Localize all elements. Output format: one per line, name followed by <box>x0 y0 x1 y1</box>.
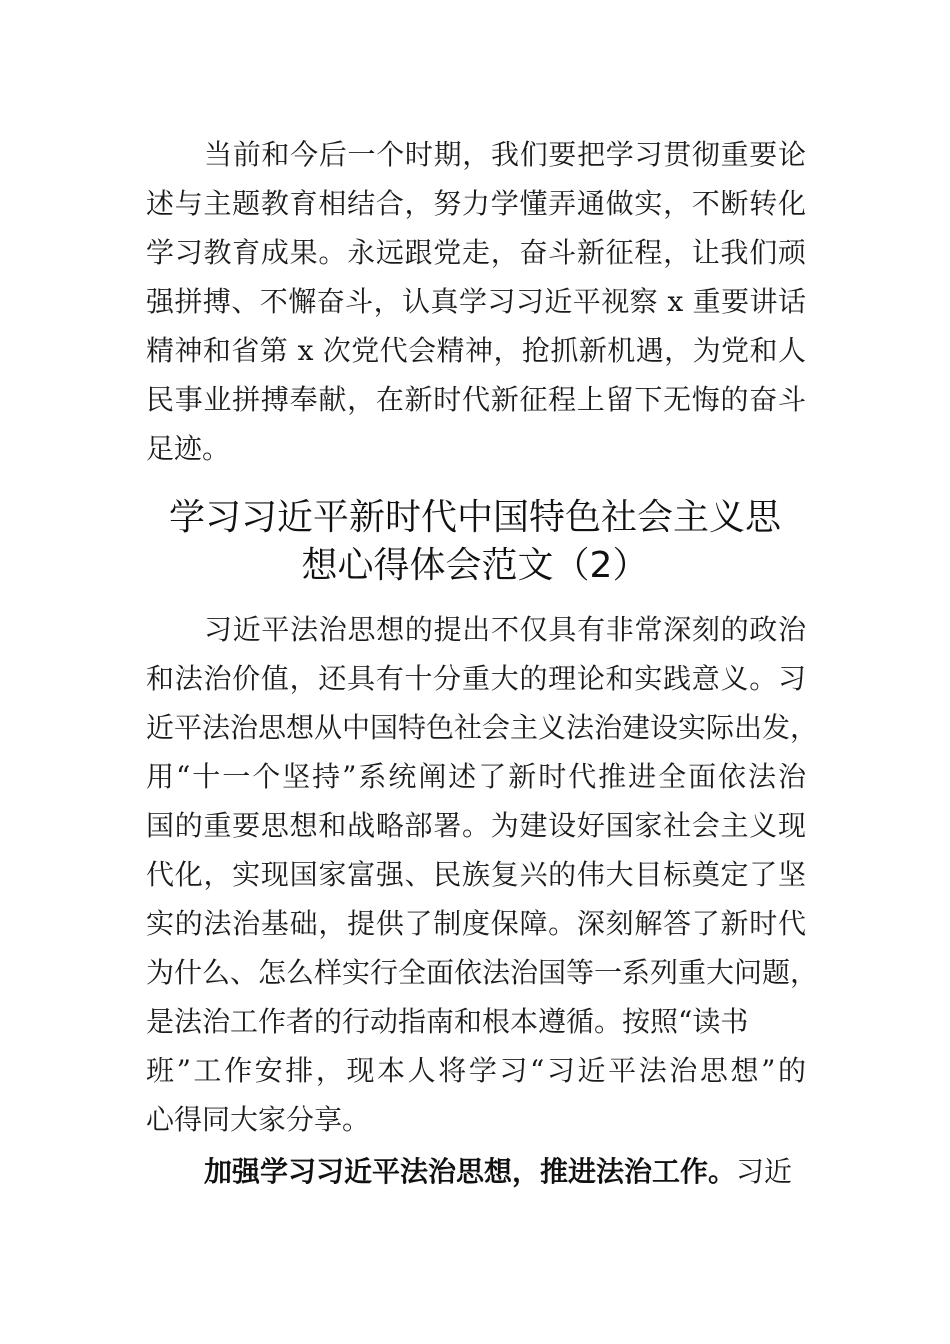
paragraph1-line-3: 学习教育成果。永远跟党走，奋斗新征程，让我们顽 <box>146 236 806 269</box>
paragraph1-line-7: 足迹。 <box>146 432 231 465</box>
paragraph2-line-3: 近平法治思想从中国特色社会主义法治建设实际出发， <box>146 711 819 744</box>
paragraph1-line-4: 强拼搏、不懈奋斗，认真学习习近平视察 x 重要讲话 <box>146 285 806 318</box>
paragraph1-line-1: 当前和今后一个时期，我们要把学习贯彻重要论 <box>204 138 806 171</box>
paragraph1-line-6: 民事业拼搏奉献，在新时代新征程上留下无悔的奋斗 <box>146 383 806 416</box>
paragraph2-line-4: 用“十一个坚持”系统阐述了新时代推进全面依法治 <box>146 760 806 793</box>
paragraph2-line-6: 代化，实现国家富强、民族复兴的伟大目标奠定了坚 <box>146 858 806 891</box>
paragraph2-line-10: 班”工作安排，现本人将学习“习近平法治思想”的 <box>146 1054 806 1087</box>
paragraph2-line-1: 习近平法治思想的提出不仅具有非常深刻的政治 <box>204 613 806 646</box>
paragraph2-line-2: 和法治价值，还具有十分重大的理论和实践意义。习 <box>146 662 806 695</box>
paragraph2-line-11: 心得同大家分享。 <box>146 1103 371 1136</box>
paragraph2-line-8: 为什么、怎么样实行全面依法治国等一系列重大问题， <box>146 956 819 989</box>
section-title-line-2: 想心得体会范文（2） <box>301 545 649 586</box>
paragraph1-line-5: 精神和省第 x 次党代会精神，抢抓新机遇，为党和人 <box>146 334 806 367</box>
paragraph3-line-1 <box>204 1148 806 1196</box>
paragraph3-text: 习近 <box>736 1155 793 1188</box>
paragraph3-bold-lead: 加强学习习近平法治思想，推进法治工作。 <box>204 1155 737 1188</box>
paragraph2-line-7: 实的法治基础，提供了制度保障。深刻解答了新时代 <box>146 907 806 940</box>
paragraph2-line-9: 是法治工作者的行动指南和根本遵循。按照“读书 <box>146 1005 749 1038</box>
section-title-line-1: 学习习近平新时代中国特色社会主义思 <box>168 497 781 538</box>
paragraph2-line-5: 国的重要思想和战略部署。为建设好国家社会主义现 <box>146 809 806 842</box>
paragraph1-line-2: 述与主题教育相结合，努力学懂弄通做实，不断转化 <box>146 187 806 220</box>
